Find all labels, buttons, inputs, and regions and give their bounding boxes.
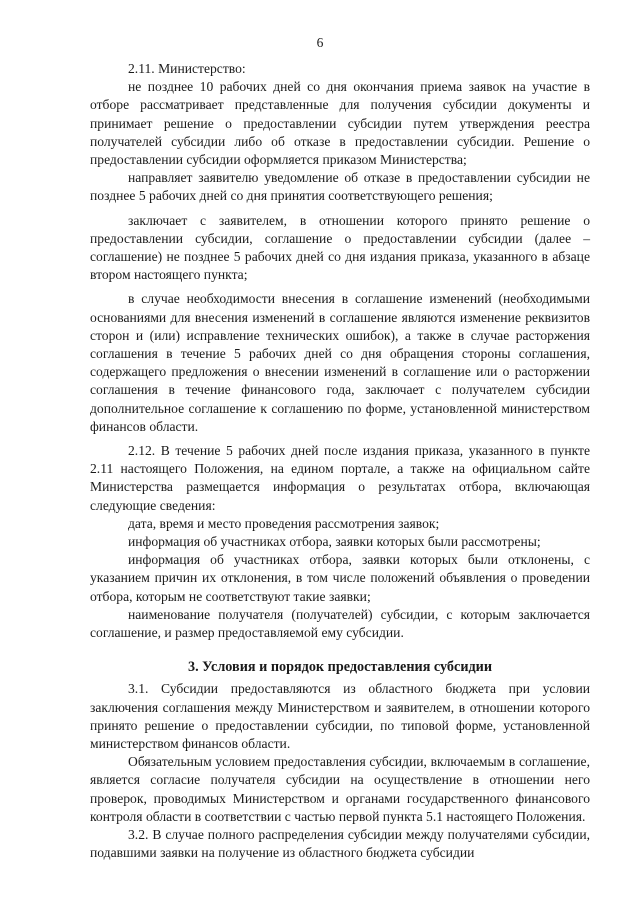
paragraph-2-11-agreement: заключает с заявителем, в отношении которого принято решение о предоставлении субсидии, соглашение о предоставлении субсидии (далее – соглашение) не позднее 5 рабочих дней со дня издания приказа, указанного в абзаце втором настоящего пункта; [90, 212, 590, 283]
paragraph-2-11-heading: 2.11. Министерство: [128, 61, 246, 76]
paragraph-3-2: 3.2. В случае полного распределения субсидии между получателями субсидии, подавшими заявки на получение из областного бюджета субсидии [90, 826, 590, 861]
paragraph-2-11-refusal-notice: направляет заявителю уведомление об отказе в предоставлении субсидии не позднее 5 рабочих дней со дня принятия соответствующего решения; [90, 170, 590, 204]
paragraph-2-12-considered: информация об участниках отбора, заявки которых были рассмотрены; [128, 534, 541, 550]
document-body [90, 60, 590, 862]
paragraph-2-12-rejected: информация об участниках отбора, заявки которых были отклонены, с указанием причин их отклонения, в том числе положений объявления о проведении отбора, которым не соответствуют такие заявки; [90, 552, 590, 604]
section-heading: 3. Условия и порядок предоставления субсидии [187, 659, 493, 676]
paragraph-3-1-condition: Обязательным условием предоставления субсидии, включаемым в соглашение, является согласие получателя субсидии на осуществление в отношении него проверок, проводимых Министерством и органами государственного финансового контроля области в соответствии с частью первой пункта 5.1 настоящего Положения. [90, 754, 590, 824]
paragraph-2-11-amendments: в случае необходимости внесения в соглашение изменений (необходимыми основаниями для внесения изменений в соглашение являются изменение реквизитов сторон и (или) исправление технических ошибок), а также в случае расторжения соглашения в течение 5 рабочих дней со дня обращения стороны соглашения, содержащего предложения о внесении изменений в соглашение или о расторжении соглашения в течение финансового года, заключает с получателем субсидии дополнительное соглашение к соглашению по форме, установленной министерством финансов области. [90, 291, 590, 434]
paragraph-3-1: 3.1. Субсидии предоставляются из областного бюджета при условии заключения соглашения между Министерством и заявителем, в отношении которого принято решение о предоставлении субсидии, по типовой форме, установленной министерством финансов области. [90, 681, 590, 751]
paragraph-2-11-review: не позднее 10 рабочих дней со дня окончания приема заявок на участие в отборе рассматривает представленные для получения субсидии документы и принимает решение о предоставлении субсидии путем утверждения реестра получателей субсидии либо об отказе в предоставлении субсидии. Решение о предоставлении субсидии оформляется приказом Министерства; [90, 79, 590, 168]
paragraph-2-12-recipients: наименование получателя (получателей) субсидии, с которым заключается соглашение, и размер предоставляемой ему субсидии. [90, 606, 590, 641]
page-number: 6 [316, 35, 324, 50]
paragraph-2-12: 2.12. В течение 5 рабочих дней после издания приказа, указанного в пункте 2.11 настоящего Положения, на едином портале, а также на официальном сайте Министерства размещается информация о результатах отбора, включающая следующие сведения: [90, 443, 590, 513]
paragraph-2-12-date-place: дата, время и место проведения рассмотрения заявок; [128, 515, 440, 531]
